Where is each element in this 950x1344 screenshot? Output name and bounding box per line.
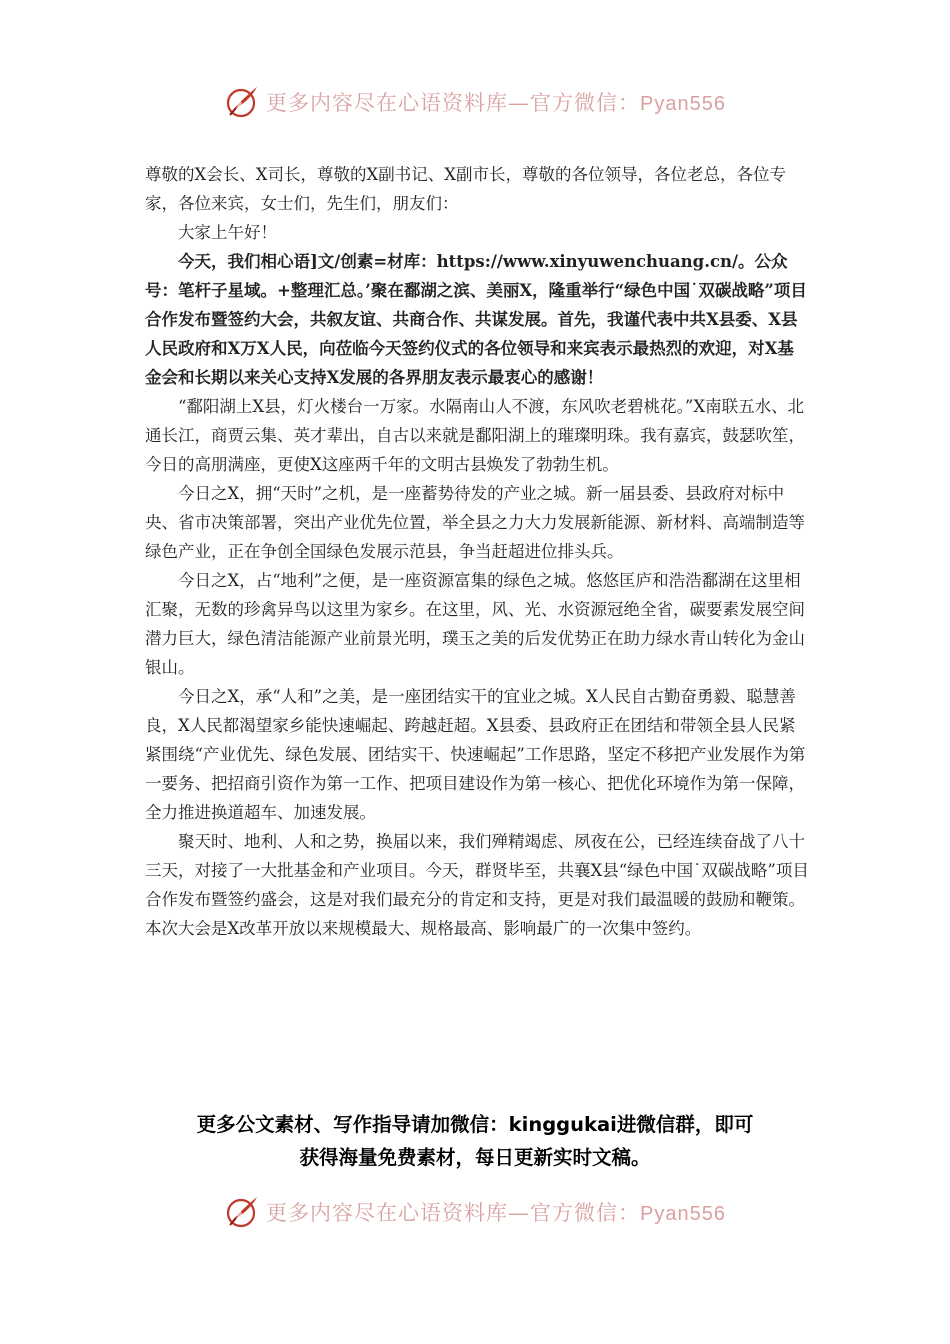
speech-body [145,160,810,943]
header-banner-label: 更多内容尽在心语资料库—官方微信： [266,91,641,115]
dili-paragraph: 今日之X，占“地利”之便，是一座资源富集的绿色之城。悠悠匡庐和浩浩鄱湖在这里相汇聚，无数的珍禽异鸟以这里为家乡。在这里，风、光、水资源冠绝全省，碳要素发展空间潜力巨大，绿色清洁能源产业前景光明，璞玉之美的后发优势正在助力绿水青山转化为金山银山。 [145,571,805,677]
header-wechat-id: Pyan556 [640,93,726,115]
welcome-paragraph: 今天，我们相心语]文/创素=材库：https://www.xinyuwenchuang.cn/。公众号：笔杆子星域。+整理汇总。’聚在鄱湖之滨、美丽X，隆重举行“绿色中国˙双碳战略”项目合作发布暨签约大会，共叙友谊、共商合作、共谋发展。首先，我谨代表中共X县委、X县人民政府和X万X人民，向莅临今天签约仪式的各位领导和来宾表示最热烈的欢迎，对X基金会和长期以来关心支持X发展的各界朋友表示最衷心的感谢！ [145,252,807,387]
greeting-paragraph: 大家上午好！ [178,223,277,242]
header-banner [0,80,950,124]
tianshi-paragraph: 今日之X，拥“天时”之机，是一座蓄势待发的产业之城。新一届县委、县政府对标中央、省市决策部署，突出产业优先位置，举全县之力大力发展新能源、新材料、高端制造等绿色产业，正在争创全国绿色发展示范县，争当赶超进位排头兵。 [145,484,805,561]
quill-pen-logo-icon [224,1194,260,1230]
header-banner-text [266,87,726,117]
promo-line-1: 更多公文素材、写作指导请加微信：kinggukai进微信群，即可 [196,1113,754,1136]
closing-paragraph: 本次大会是X改革开放以来规模最大、规格最高、影响最广的一次集中签约。 [145,919,702,938]
poem-paragraph: “鄱阳湖上X县，灯火楼台一万家。水隔南山人不渡，东风吹老碧桃花。”X南联五水、北通长江，商贾云集、英才辈出，自古以来就是鄱阳湖上的璀璨明珠。我有嘉宾，鼓瑟吹笙，今日的高朋满座，更使X这座两千年的文明古县焕发了勃勃生机。 [145,397,805,474]
footer-wechat-id: Pyan556 [640,1203,726,1225]
quill-pen-logo-icon [224,84,260,120]
footer-banner [0,1190,950,1234]
promo-line-2: 获得海量免费素材，每日更新实时文稿。 [299,1146,651,1169]
momentum-paragraph: 聚天时、地利、人和之势，换届以来，我们殚精竭虑、夙夜在公，已经连续奋战了八十三天，对接了一大批基金和产业项目。今天，群贤毕至，共襄X县“绿色中国˙双碳战略”项目合作发布暨签约盛会，这是对我们最充分的肯定和支持，更是对我们最温暖的鼓励和鞭策。 [145,832,809,909]
footer-banner-text [266,1197,726,1227]
footer-banner-label: 更多内容尽在心语资料库—官方微信： [266,1201,641,1225]
salutation-paragraph: 尊敬的X会长、X司长，尊敬的X副书记、X副市长，尊敬的各位领导，各位老总，各位专家，各位来宾，女士们，先生们，朋友们： [145,165,786,213]
renhe-paragraph: 今日之X，承“人和”之美，是一座团结实干的宜业之城。X人民自古勤奋勇毅、聪慧善良，X人民都渴望家乡能快速崛起、跨越赶超。X县委、县政府正在团结和带领全县人民紧紧围绕“产业优先、绿色发展、团结实干、快速崛起”工作思路，坚定不移把产业发展作为第一要务、把招商引资作为第一工作、把项目建设作为第一核心、把优化环境作为第一保障，全力推进换道超车、加速发展。 [145,687,806,822]
promo-notice [110,1108,840,1174]
